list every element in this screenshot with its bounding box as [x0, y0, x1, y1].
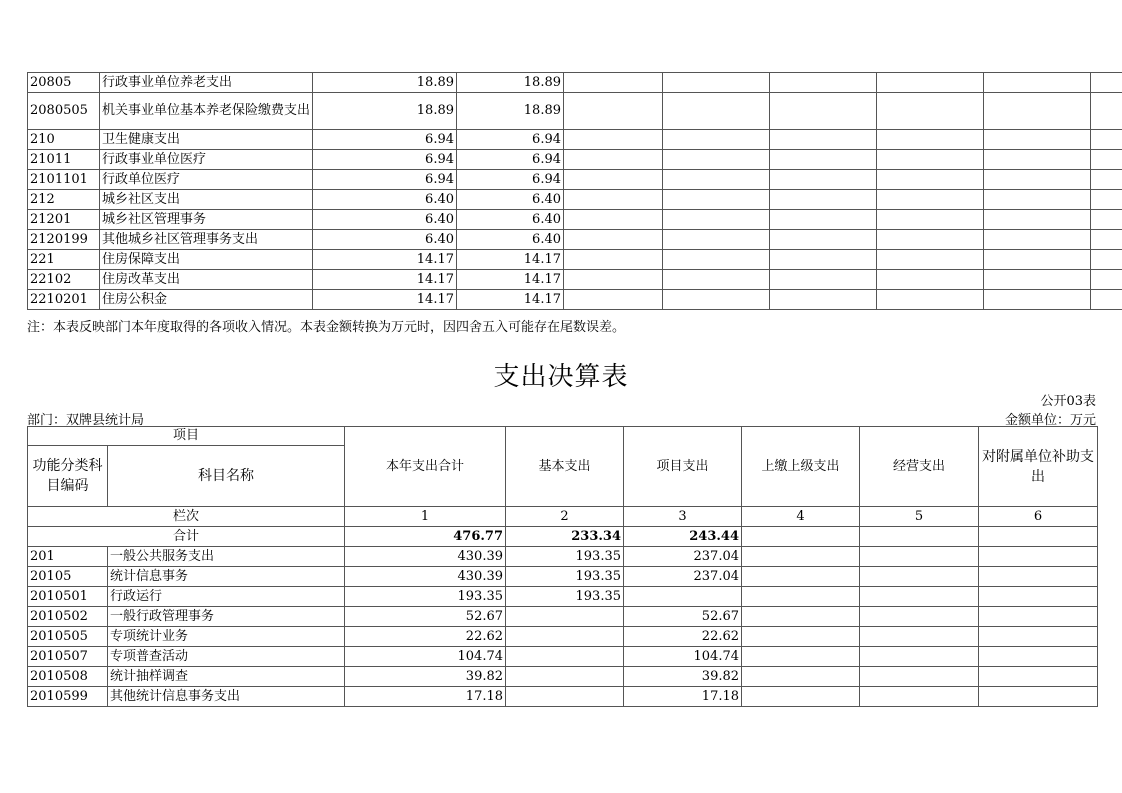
empty-cell: [770, 270, 877, 290]
table-row: [28, 73, 1122, 93]
empty-cell: [770, 73, 877, 93]
total-value: 476.77: [345, 527, 506, 547]
total-value: [742, 527, 860, 547]
row-value: 430.39: [345, 567, 506, 587]
col-header-project: 项目支出: [624, 427, 742, 507]
empty-cell: [663, 170, 770, 190]
table-row: [28, 627, 1098, 647]
empty-cell: [663, 290, 770, 310]
row-value: [742, 567, 860, 587]
empty-cell: [564, 190, 663, 210]
index-value: 5: [860, 507, 979, 527]
empty-cell: [877, 190, 984, 210]
row-value: [506, 687, 624, 707]
row-value: [860, 587, 979, 607]
row-value: [742, 687, 860, 707]
row-name: 统计抽样调查: [108, 667, 345, 687]
row-code: 221: [28, 250, 100, 270]
row-name: 行政事业单位医疗: [100, 150, 313, 170]
table-row: [28, 587, 1098, 607]
row-code: 212: [28, 190, 100, 210]
empty-cell: [984, 250, 1091, 270]
total-value: [860, 527, 979, 547]
row-value: [860, 567, 979, 587]
table-row: [28, 687, 1098, 707]
empty-cell: [984, 93, 1091, 130]
row-value: [742, 627, 860, 647]
row-value: 104.74: [345, 647, 506, 667]
row-value-2: 6.40: [457, 190, 564, 210]
row-value-2: 14.17: [457, 270, 564, 290]
empty-cell: [770, 250, 877, 270]
expenditure-table: [27, 426, 1098, 707]
row-name: 专项普查活动: [108, 647, 345, 667]
total-value: [979, 527, 1098, 547]
row-code: 210: [28, 130, 100, 150]
row-value: 39.82: [624, 667, 742, 687]
row-value: 104.74: [624, 647, 742, 667]
empty-cell: [877, 270, 984, 290]
row-code: 2101101: [28, 170, 100, 190]
total-row: [28, 527, 1098, 547]
empty-cell: [1091, 250, 1122, 270]
row-value: 17.18: [345, 687, 506, 707]
row-value: 39.82: [345, 667, 506, 687]
total-value: 233.34: [506, 527, 624, 547]
row-value: [742, 547, 860, 567]
total-value: 243.44: [624, 527, 742, 547]
row-value: [742, 607, 860, 627]
row-code: 2010502: [28, 607, 108, 627]
row-name: 住房保障支出: [100, 250, 313, 270]
empty-cell: [663, 210, 770, 230]
col-header-subsidy: 对附属单位补助支出: [979, 427, 1098, 507]
row-value: [860, 667, 979, 687]
table-row: [28, 567, 1098, 587]
income-table-body: [28, 73, 1122, 310]
row-value-1: 6.40: [313, 210, 457, 230]
col-header-remit: 上缴上级支出: [742, 427, 860, 507]
row-value-1: 6.94: [313, 170, 457, 190]
index-value: 3: [624, 507, 742, 527]
row-code: 20805: [28, 73, 100, 93]
row-value: [979, 567, 1098, 587]
table-row: [28, 607, 1098, 627]
empty-cell: [564, 210, 663, 230]
row-value: [506, 627, 624, 647]
row-value: [506, 667, 624, 687]
empty-cell: [564, 230, 663, 250]
col-header-total: 本年支出合计: [345, 427, 506, 507]
row-name: 一般行政管理事务: [108, 607, 345, 627]
row-value-1: 6.94: [313, 130, 457, 150]
row-value: 237.04: [624, 567, 742, 587]
row-code: 2010505: [28, 627, 108, 647]
row-value: [506, 647, 624, 667]
index-label: 栏次: [28, 507, 345, 527]
row-value: 193.35: [506, 567, 624, 587]
amount-unit-label: 金额单位：万元: [1004, 413, 1096, 428]
empty-cell: [770, 130, 877, 150]
empty-cell: [984, 190, 1091, 210]
empty-cell: [564, 250, 663, 270]
row-code: 2010501: [28, 587, 108, 607]
row-value-2: 6.94: [457, 170, 564, 190]
empty-cell: [877, 93, 984, 130]
row-value-2: 6.40: [457, 230, 564, 250]
row-code: 22102: [28, 270, 100, 290]
empty-cell: [663, 230, 770, 250]
table-note: 注：本表反映部门本年度取得的各项收入情况。本表金额转换为万元时，因四舍五入可能存在尾数误差。: [27, 320, 626, 335]
row-value-1: 6.40: [313, 230, 457, 250]
row-value: [624, 587, 742, 607]
table-row: [28, 547, 1098, 567]
row-value-2: 18.89: [457, 93, 564, 130]
empty-cell: [770, 190, 877, 210]
empty-cell: [663, 93, 770, 130]
empty-cell: [1091, 230, 1122, 250]
table-row: [28, 130, 1122, 150]
row-code: 201: [28, 547, 108, 567]
empty-cell: [984, 130, 1091, 150]
index-row: [28, 507, 1098, 527]
row-value: [860, 607, 979, 627]
table-row: [28, 250, 1122, 270]
table-row: [28, 93, 1122, 130]
row-value-2: 14.17: [457, 290, 564, 310]
row-name: 机关事业单位基本养老保险缴费支出: [100, 93, 313, 130]
row-code: 20105: [28, 567, 108, 587]
empty-cell: [984, 210, 1091, 230]
empty-cell: [877, 150, 984, 170]
row-value-2: 6.40: [457, 210, 564, 230]
empty-cell: [564, 93, 663, 130]
empty-cell: [770, 150, 877, 170]
col-header-operating: 经营支出: [860, 427, 979, 507]
empty-cell: [564, 170, 663, 190]
income-table-continued: [27, 72, 1122, 310]
index-value: 2: [506, 507, 624, 527]
row-name: 行政单位医疗: [100, 170, 313, 190]
empty-cell: [877, 170, 984, 190]
header-name: 科目名称: [108, 446, 345, 507]
row-code: 2210201: [28, 290, 100, 310]
page-title: 支出决算表: [493, 362, 629, 392]
row-value: [979, 587, 1098, 607]
empty-cell: [877, 210, 984, 230]
row-code: 2080505: [28, 93, 100, 130]
row-name: 行政事业单位养老支出: [100, 73, 313, 93]
empty-cell: [1091, 150, 1122, 170]
empty-cell: [770, 230, 877, 250]
col-header-basic: 基本支出: [506, 427, 624, 507]
empty-cell: [984, 150, 1091, 170]
row-value-2: 18.89: [457, 73, 564, 93]
empty-cell: [1091, 73, 1122, 93]
empty-cell: [564, 290, 663, 310]
empty-cell: [877, 290, 984, 310]
empty-cell: [663, 150, 770, 170]
row-code: 2010508: [28, 667, 108, 687]
row-name: 卫生健康支出: [100, 130, 313, 150]
row-value: [742, 647, 860, 667]
table-row: [28, 667, 1098, 687]
empty-cell: [1091, 210, 1122, 230]
row-name: 住房公积金: [100, 290, 313, 310]
table-row: [28, 290, 1122, 310]
row-value-1: 6.40: [313, 190, 457, 210]
table-row: [28, 170, 1122, 190]
empty-cell: [770, 170, 877, 190]
row-value-1: 18.89: [313, 93, 457, 130]
row-value: 193.35: [506, 587, 624, 607]
row-value: 17.18: [624, 687, 742, 707]
row-value: [742, 587, 860, 607]
row-value: 22.62: [345, 627, 506, 647]
row-value: 430.39: [345, 547, 506, 567]
index-value: 6: [979, 507, 1098, 527]
empty-cell: [770, 93, 877, 130]
table-row: [28, 190, 1122, 210]
empty-cell: [663, 130, 770, 150]
row-name: 统计信息事务: [108, 567, 345, 587]
table-row: [28, 647, 1098, 667]
table-row: [28, 270, 1122, 290]
row-value-1: 6.94: [313, 150, 457, 170]
form-number: 公开03表: [1040, 394, 1096, 409]
row-value-1: 14.17: [313, 250, 457, 270]
empty-cell: [877, 130, 984, 150]
empty-cell: [877, 73, 984, 93]
row-name: 行政运行: [108, 587, 345, 607]
empty-cell: [770, 290, 877, 310]
empty-cell: [1091, 170, 1122, 190]
row-value: [860, 647, 979, 667]
empty-cell: [564, 150, 663, 170]
row-value: 22.62: [624, 627, 742, 647]
row-name: 一般公共服务支出: [108, 547, 345, 567]
row-value: [742, 667, 860, 687]
expenditure-table-body: [28, 427, 1098, 707]
index-value: 1: [345, 507, 506, 527]
index-value: 4: [742, 507, 860, 527]
row-value: [979, 547, 1098, 567]
empty-cell: [1091, 130, 1122, 150]
empty-cell: [663, 250, 770, 270]
empty-cell: [663, 73, 770, 93]
row-name: 城乡社区管理事务: [100, 210, 313, 230]
row-value: [860, 687, 979, 707]
row-name: 城乡社区支出: [100, 190, 313, 210]
row-value-1: 18.89: [313, 73, 457, 93]
total-label: 合计: [28, 527, 345, 547]
header-row-1: [28, 427, 1098, 446]
row-value: [979, 687, 1098, 707]
row-value-2: 14.17: [457, 250, 564, 270]
table-row: [28, 210, 1122, 230]
row-name: 住房改革支出: [100, 270, 313, 290]
row-code: 21011: [28, 150, 100, 170]
empty-cell: [984, 230, 1091, 250]
row-name: 其他统计信息事务支出: [108, 687, 345, 707]
row-value-2: 6.94: [457, 130, 564, 150]
row-code: 2010599: [28, 687, 108, 707]
empty-cell: [984, 270, 1091, 290]
empty-cell: [663, 270, 770, 290]
empty-cell: [877, 230, 984, 250]
empty-cell: [1091, 93, 1122, 130]
empty-cell: [984, 73, 1091, 93]
empty-cell: [877, 250, 984, 270]
row-value: [979, 627, 1098, 647]
empty-cell: [984, 290, 1091, 310]
row-value: 193.35: [506, 547, 624, 567]
row-value-1: 14.17: [313, 290, 457, 310]
empty-cell: [1091, 270, 1122, 290]
department-label: 部门：双牌县统计局: [27, 413, 145, 428]
empty-cell: [564, 130, 663, 150]
row-value: 237.04: [624, 547, 742, 567]
empty-cell: [1091, 190, 1122, 210]
table-row: [28, 150, 1122, 170]
row-value: [506, 607, 624, 627]
empty-cell: [564, 270, 663, 290]
row-value: [860, 547, 979, 567]
empty-cell: [984, 170, 1091, 190]
row-name: 专项统计业务: [108, 627, 345, 647]
header-item: 项目: [28, 427, 345, 446]
row-value: [979, 647, 1098, 667]
row-code: 2120199: [28, 230, 100, 250]
row-value: [860, 627, 979, 647]
empty-cell: [663, 190, 770, 210]
row-value: [979, 607, 1098, 627]
row-value: 52.67: [624, 607, 742, 627]
row-value: 193.35: [345, 587, 506, 607]
empty-cell: [564, 73, 663, 93]
row-code: 21201: [28, 210, 100, 230]
header-code: 功能分类科目编码: [28, 446, 108, 507]
row-value: [979, 667, 1098, 687]
row-name: 其他城乡社区管理事务支出: [100, 230, 313, 250]
table-row: [28, 230, 1122, 250]
row-value-1: 14.17: [313, 270, 457, 290]
row-value-2: 6.94: [457, 150, 564, 170]
empty-cell: [1091, 290, 1122, 310]
row-value: 52.67: [345, 607, 506, 627]
row-code: 2010507: [28, 647, 108, 667]
empty-cell: [770, 210, 877, 230]
